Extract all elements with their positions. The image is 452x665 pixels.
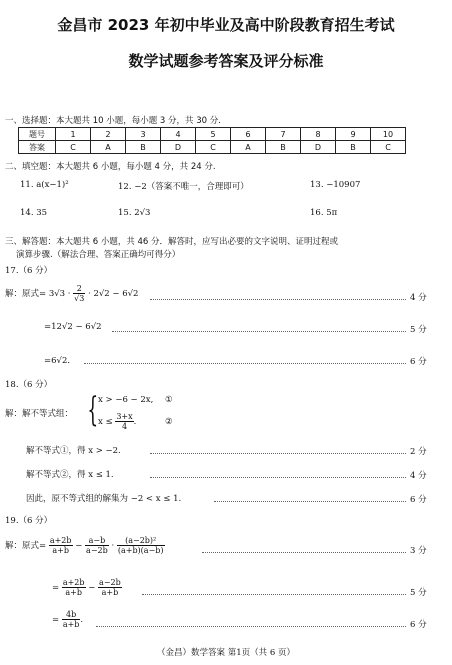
denominator: (a+b)(a−b) bbox=[117, 546, 164, 555]
table-cell: 6 bbox=[231, 128, 266, 141]
q19-heading: 19.（6 分） bbox=[5, 516, 53, 526]
page-subtitle: 数学试题参考答案及评分标准 bbox=[128, 52, 324, 70]
q19-step-1 bbox=[5, 536, 165, 555]
table-cell: 2 bbox=[91, 128, 126, 141]
section-fill-heading: 二、填空题：本大题共 6 小题，每小题 4 分，共 24 分. bbox=[5, 162, 216, 172]
answer-table bbox=[18, 127, 406, 154]
table-cell: C bbox=[56, 141, 91, 154]
numerator: 4b bbox=[62, 610, 81, 620]
table-cell: 4 bbox=[161, 128, 196, 141]
dotted-leader bbox=[142, 594, 406, 595]
table-cell: 3 bbox=[126, 128, 161, 141]
dotted-leader bbox=[96, 626, 406, 627]
table-cell: B bbox=[336, 141, 371, 154]
numerator: a−2b bbox=[99, 578, 121, 587]
operator: · bbox=[111, 541, 115, 551]
numerator: 2 bbox=[73, 284, 85, 294]
fill-answer-11: 11. a(x−1)² bbox=[20, 180, 69, 190]
q19-score-1: 3 分 bbox=[410, 546, 427, 556]
q17-step-2: =12√2 − 6√2 bbox=[44, 322, 102, 332]
q19-fraction bbox=[49, 536, 73, 555]
dotted-leader bbox=[202, 552, 406, 553]
table-row-label: 答案 bbox=[19, 141, 56, 154]
table-cell: 8 bbox=[301, 128, 336, 141]
q18-score-3: 6 分 bbox=[410, 495, 427, 505]
page-title: 金昌市 2023 年初中毕业及高中阶段教育招生考试 bbox=[57, 16, 395, 34]
denominator: a+b bbox=[65, 588, 82, 597]
numerator: 3+x bbox=[116, 412, 133, 421]
numerator: a+2b bbox=[62, 578, 85, 587]
q18-step-2: 解不等式②，得 x ≤ 1. bbox=[26, 470, 114, 480]
q18-inequality-1: x > −6 − 2x, bbox=[98, 395, 154, 405]
q19-tail: . bbox=[80, 615, 84, 625]
q19-fraction bbox=[98, 578, 122, 597]
denominator: a+b bbox=[101, 588, 119, 597]
q18-fraction bbox=[115, 412, 133, 431]
q17-heading: 17.（6 分） bbox=[5, 266, 53, 276]
q19-score-3: 6 分 bbox=[410, 620, 427, 630]
q19-fraction bbox=[117, 536, 165, 555]
dotted-leader bbox=[84, 363, 406, 364]
operator: − bbox=[88, 583, 96, 593]
table-cell: B bbox=[266, 141, 301, 154]
q18-ineq2-b: . bbox=[133, 417, 137, 427]
numerator: a−b bbox=[85, 536, 109, 546]
fill-answer-16: 16. 5π bbox=[310, 208, 338, 218]
fill-answer-13: 13. −10907 bbox=[310, 180, 361, 190]
dotted-leader bbox=[214, 501, 406, 502]
q17-score-2: 5 分 bbox=[410, 325, 427, 335]
table-cell: A bbox=[231, 141, 266, 154]
q18-step-1: 解不等式①，得 x > −2. bbox=[26, 446, 121, 456]
brace-icon: { bbox=[87, 390, 99, 430]
dotted-leader bbox=[150, 453, 406, 454]
numerator: a+2b bbox=[49, 536, 72, 545]
denominator: 4 bbox=[121, 422, 128, 431]
q18-inequality-2 bbox=[98, 412, 136, 431]
q19-fraction bbox=[62, 610, 84, 629]
dotted-leader bbox=[150, 299, 406, 300]
q17-label: 解：原式= bbox=[5, 289, 47, 299]
section-solve-heading-cont: 演算步骤.（解法合理、答案正确均可得分） bbox=[16, 250, 181, 260]
q19-label: 解：原式= bbox=[5, 541, 47, 551]
q18-mark-2: ② bbox=[165, 417, 173, 427]
q18-ineq2-a: x ≤ bbox=[98, 417, 113, 427]
q19-step-2 bbox=[52, 578, 122, 597]
table-cell: 10 bbox=[371, 128, 406, 141]
dotted-leader bbox=[112, 331, 406, 332]
denominator: a+b bbox=[52, 546, 69, 555]
table-cell: 1 bbox=[56, 128, 91, 141]
numerator: (a−2b)² bbox=[117, 536, 165, 546]
table-cell: 7 bbox=[266, 128, 301, 141]
q17-step-3: =6√2． bbox=[44, 356, 76, 366]
fill-answer-15: 15. 2√3 bbox=[118, 208, 151, 218]
table-cell: A bbox=[91, 141, 126, 154]
table-row-numbers bbox=[19, 128, 406, 141]
equals: = bbox=[52, 615, 60, 625]
q18-score-2: 4 分 bbox=[410, 471, 427, 481]
table-cell: D bbox=[161, 141, 196, 154]
operator: − bbox=[75, 541, 83, 551]
fill-answer-14: 14. 35 bbox=[20, 208, 48, 218]
section-solve-heading: 三、解答题：本大题共 6 小题，共 46 分．解答时，应写出必要的文字说明、证明过程或 bbox=[5, 237, 339, 247]
section-choice-heading: 一、选择题：本大题共 10 小题，每小题 3 分，共 30 分. bbox=[5, 116, 221, 126]
q17-score-1: 4 分 bbox=[410, 293, 427, 303]
q17-step1-b: · 2√2 − 6√2 bbox=[88, 289, 139, 299]
equals: = bbox=[52, 583, 60, 593]
q18-step-3: 因此，原不等式组的解集为 −2 < x ≤ 1. bbox=[26, 494, 182, 504]
q19-fraction bbox=[85, 536, 109, 555]
q19-fraction bbox=[62, 578, 86, 597]
table-row-label: 题号 bbox=[19, 128, 56, 141]
table-cell: C bbox=[371, 141, 406, 154]
dotted-leader bbox=[150, 477, 406, 478]
fill-answer-12: 12. −2（答案不唯一，合理即可） bbox=[118, 182, 249, 192]
table-cell: C bbox=[196, 141, 231, 154]
denominator: √3 bbox=[74, 294, 85, 303]
table-cell: 5 bbox=[196, 128, 231, 141]
page-footer: （金昌）数学答案 第1页（共 6 页） bbox=[157, 648, 295, 658]
denominator: a−2b bbox=[86, 546, 108, 555]
table-cell: D bbox=[301, 141, 336, 154]
q18-label: 解：解不等式组： bbox=[5, 409, 74, 419]
q17-step-1 bbox=[5, 284, 138, 303]
table-cell: 9 bbox=[336, 128, 371, 141]
q17-step1-a: 3√3 · bbox=[48, 289, 71, 299]
table-row-answers bbox=[19, 141, 406, 154]
q19-step-3 bbox=[52, 610, 83, 629]
denominator: a+b bbox=[62, 620, 80, 629]
q18-heading: 18.（6 分） bbox=[5, 380, 53, 390]
q19-score-2: 5 分 bbox=[410, 588, 427, 598]
q17-score-3: 6 分 bbox=[410, 357, 427, 367]
table-cell: B bbox=[126, 141, 161, 154]
q18-score-1: 2 分 bbox=[410, 447, 427, 457]
q18-mark-1: ① bbox=[165, 395, 173, 405]
q17-fraction bbox=[73, 284, 85, 303]
